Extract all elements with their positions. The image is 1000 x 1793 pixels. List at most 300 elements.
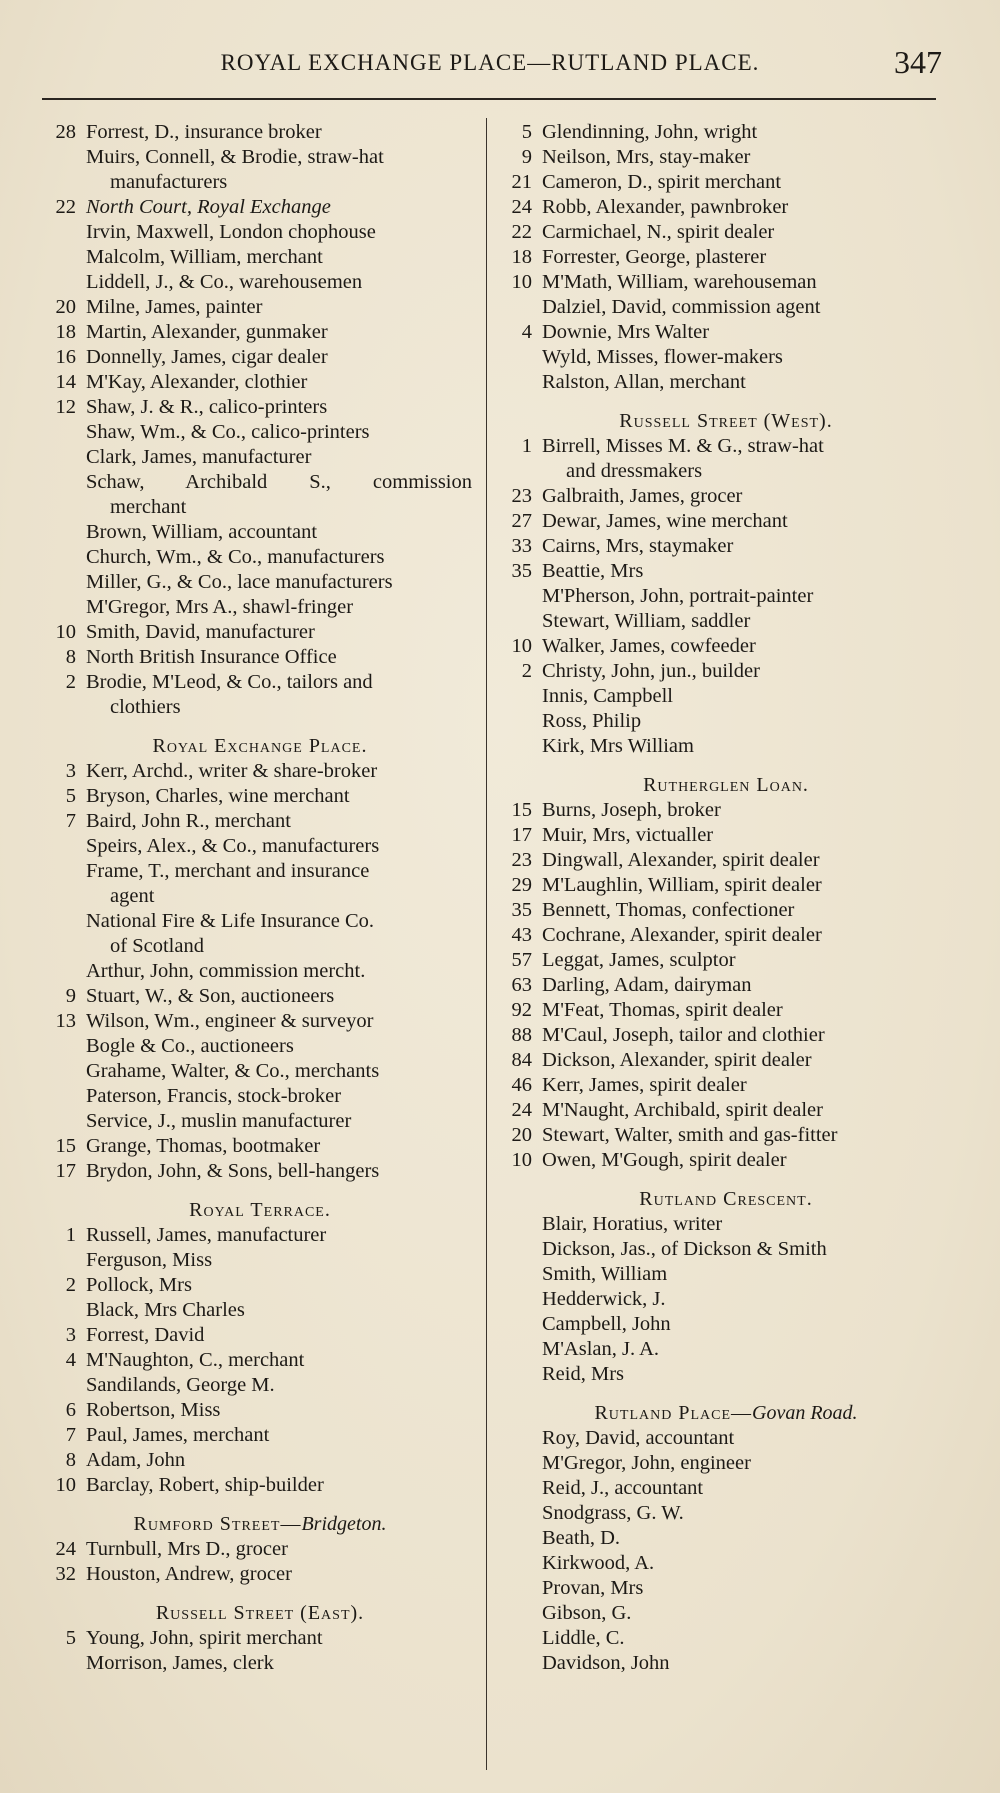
house-number: 10	[511, 635, 532, 657]
entry-text: North British Insurance Office	[86, 646, 337, 668]
directory-entry	[40, 834, 480, 859]
entry-text: Grange, Thomas, bootmaker	[86, 1135, 321, 1157]
entry-text: Darling, Adam, dairyman	[542, 974, 752, 996]
directory-entry	[40, 909, 480, 934]
entry-text: Pollock, Mrs	[86, 1274, 192, 1296]
section-heading-royal-exchange-place: Royal Exchange Place.	[152, 735, 368, 757]
entry-text: Service, J., muslin manufacturer	[86, 1110, 352, 1132]
directory-entry	[496, 120, 956, 145]
directory-entry	[496, 634, 956, 659]
directory-entry	[40, 1537, 480, 1562]
entry-text: M'Kay, Alexander, clothier	[86, 371, 308, 393]
directory-entry	[496, 434, 956, 459]
heading-locality: Govan Road.	[752, 1402, 858, 1424]
house-number: 10	[55, 621, 76, 643]
directory-entry	[496, 220, 956, 245]
house-number: 1	[65, 1224, 76, 1246]
directory-entry	[40, 595, 480, 620]
entry-text: Young, John, spirit merchant	[86, 1627, 323, 1649]
entry-text: Miller, G., & Co., lace manufacturers	[86, 571, 393, 593]
house-number: 8	[65, 646, 76, 668]
house-number: 4	[521, 321, 532, 343]
section-heading-russell-street-east: Russell Street (East).	[155, 1602, 365, 1624]
entry-text: M'Feat, Thomas, spirit dealer	[542, 999, 783, 1021]
entry-text: Paterson, Francis, stock-broker	[86, 1085, 342, 1107]
directory-entry	[40, 145, 480, 170]
directory-entry	[40, 1626, 480, 1651]
entry-text: Forrester, George, plasterer	[542, 246, 767, 268]
entry-text: Kirkwood, A.	[542, 1552, 655, 1574]
directory-entry	[40, 1398, 480, 1423]
directory-entry	[496, 1501, 956, 1526]
directory-entry	[496, 1098, 956, 1123]
directory-entry	[40, 395, 480, 420]
entry-text: M'Pherson, John, portrait-painter	[542, 585, 814, 607]
entry-text: M'Naught, Archibald, spirit dealer	[542, 1099, 823, 1121]
entry-text: of Scotland	[110, 935, 204, 957]
house-number: 5	[521, 121, 532, 143]
directory-entry	[496, 1426, 956, 1451]
house-number: 32	[55, 1563, 76, 1585]
directory-entry	[40, 959, 480, 984]
directory-entry	[40, 1373, 480, 1398]
entry-text: Shaw, J. & R., calico-printers	[86, 396, 328, 418]
entry-text: Barclay, Robert, ship-builder	[86, 1474, 324, 1496]
entry-text: Birrell, Misses M. & G., straw-hat	[542, 435, 824, 457]
house-number: 84	[511, 1049, 532, 1071]
entry-block	[496, 1212, 956, 1387]
directory-entry	[40, 1159, 480, 1184]
entry-text: Roy, David, accountant	[542, 1427, 735, 1449]
entry-text: Neilson, Mrs, stay-maker	[542, 146, 751, 168]
directory-entry	[496, 898, 956, 923]
entry-block	[496, 1426, 956, 1676]
entry-text: Houston, Andrew, grocer	[86, 1563, 292, 1585]
house-number: 88	[511, 1024, 532, 1046]
directory-entry	[496, 1626, 956, 1651]
directory-entry	[496, 1073, 956, 1098]
entry-block	[496, 434, 956, 759]
entry-text: Martin, Alexander, gunmaker	[86, 321, 328, 343]
directory-entry	[496, 1526, 956, 1551]
directory-entry	[40, 245, 480, 270]
entry-text: Russell, James, manufacturer	[86, 1224, 327, 1246]
directory-entry	[496, 659, 956, 684]
entry-text: Bryson, Charles, wine merchant	[86, 785, 350, 807]
section-heading-rutland-place	[496, 1401, 956, 1426]
entry-text: Black, Mrs Charles	[86, 1299, 245, 1321]
house-number: 10	[511, 271, 532, 293]
heading-locality: Bridgeton.	[301, 1513, 387, 1535]
house-number: 5	[65, 785, 76, 807]
directory-entry	[40, 1009, 480, 1034]
directory-entry	[40, 1134, 480, 1159]
directory-entry	[40, 1034, 480, 1059]
entry-text: agent	[110, 885, 155, 907]
directory-entry	[496, 998, 956, 1023]
entry-text: Leggat, James, sculptor	[542, 949, 736, 971]
directory-entry	[40, 195, 480, 220]
directory-entry	[496, 295, 956, 320]
directory-entry	[496, 823, 956, 848]
directory-entry	[496, 1123, 956, 1148]
column-divider	[486, 118, 487, 1770]
directory-entry	[40, 1348, 480, 1373]
entry-text: Dalziel, David, commission agent	[542, 296, 821, 318]
house-number: 24	[55, 1538, 76, 1560]
directory-entry	[40, 295, 480, 320]
house-number: 9	[521, 146, 532, 168]
house-number: 3	[65, 760, 76, 782]
entry-text: Snodgrass, G. W.	[542, 1502, 684, 1524]
directory-entry	[496, 1312, 956, 1337]
directory-entry	[496, 798, 956, 823]
entry-text: merchant	[110, 496, 187, 518]
directory-entry	[496, 873, 956, 898]
directory-entry	[496, 584, 956, 609]
section-heading-rutland-crescent: Rutland Crescent.	[639, 1188, 813, 1210]
header-rule	[42, 98, 936, 100]
directory-entry	[40, 445, 480, 470]
entry-text: Innis, Campbell	[542, 685, 673, 707]
directory-entry	[496, 1237, 956, 1262]
running-title: ROYAL EXCHANGE PLACE—RUTLAND PLACE.	[220, 50, 760, 75]
house-number: 35	[511, 560, 532, 582]
directory-entry	[40, 570, 480, 595]
entry-text: Beattie, Mrs	[542, 560, 644, 582]
entry-text: Bennett, Thomas, confectioner	[542, 899, 795, 921]
entry-text: Baird, John R., merchant	[86, 810, 291, 832]
entry-text: Ralston, Allan, merchant	[542, 371, 746, 393]
directory-entry	[496, 973, 956, 998]
entry-text: Ferguson, Miss	[86, 1249, 213, 1271]
entry-text: Sandilands, George M.	[86, 1374, 275, 1396]
directory-entry	[496, 948, 956, 973]
directory-entry	[496, 1576, 956, 1601]
directory-entry	[40, 1323, 480, 1348]
entry-text: Wyld, Misses, flower-makers	[542, 346, 783, 368]
directory-entry	[496, 1023, 956, 1048]
house-number: 13	[55, 1010, 76, 1032]
directory-entry	[40, 370, 480, 395]
directory-entry	[40, 420, 480, 445]
directory-entry	[496, 370, 956, 395]
directory-entry	[496, 559, 956, 584]
directory-entry	[496, 1262, 956, 1287]
directory-entry	[496, 1601, 956, 1626]
directory-entry	[40, 320, 480, 345]
directory-entry	[40, 495, 480, 520]
entry-text: Galbraith, James, grocer	[542, 485, 743, 507]
entry-text: M'Gregor, John, engineer	[542, 1452, 751, 1474]
directory-entry	[40, 270, 480, 295]
house-number: 3	[65, 1324, 76, 1346]
directory-entry	[40, 1084, 480, 1109]
house-number: 24	[511, 1099, 532, 1121]
directory-entry	[40, 1248, 480, 1273]
entry-text: Dewar, James, wine merchant	[542, 510, 788, 532]
entry-text: Stewart, Walter, smith and gas-fitter	[542, 1124, 838, 1146]
entry-text: Dingwall, Alexander, spirit dealer	[542, 849, 820, 871]
running-head	[40, 46, 940, 86]
directory-entry	[40, 670, 480, 695]
house-number: 18	[55, 321, 76, 343]
house-number: 10	[511, 1149, 532, 1171]
right-column	[496, 120, 956, 1676]
entry-text: M'Laughlin, William, spirit dealer	[542, 874, 822, 896]
directory-entry	[40, 934, 480, 959]
entry-text: Forrest, David	[86, 1324, 205, 1346]
directory-entry	[40, 1651, 480, 1676]
house-number: 2	[65, 671, 76, 693]
entry-block	[40, 120, 480, 720]
entry-text: M'Math, William, warehouseman	[542, 271, 817, 293]
directory-entry	[496, 170, 956, 195]
entry-text: Brown, William, accountant	[86, 521, 318, 543]
house-number: 17	[511, 824, 532, 846]
entry-text: Muirs, Connell, & Brodie, straw-hat	[86, 146, 384, 168]
directory-entry	[40, 695, 480, 720]
entry-text: Brodie, M'Leod, & Co., tailors and	[86, 671, 373, 693]
entry-text: Carmichael, N., spirit dealer	[542, 221, 775, 243]
entry-text: Cairns, Mrs, staymaker	[542, 535, 734, 557]
entry-text: Adam, John	[86, 1449, 186, 1471]
directory-entry	[40, 345, 480, 370]
entry-text: Campbell, John	[542, 1313, 671, 1335]
entry-text: Ross, Philip	[542, 710, 642, 732]
left-column	[40, 120, 480, 1676]
entry-text: Reid, J., accountant	[542, 1477, 704, 1499]
house-number: 14	[55, 371, 76, 393]
entry-text: Liddell, J., & Co., warehousemen	[86, 271, 363, 293]
directory-entry	[496, 145, 956, 170]
entry-text: Muir, Mrs, victualler	[542, 824, 714, 846]
house-number: 6	[65, 1399, 76, 1421]
house-number: 20	[511, 1124, 532, 1146]
house-number: 20	[55, 296, 76, 318]
house-number: 5	[65, 1627, 76, 1649]
directory-entry	[496, 509, 956, 534]
directory-entry	[496, 1551, 956, 1576]
directory-entry	[40, 545, 480, 570]
house-number: 46	[511, 1074, 532, 1096]
directory-entry	[496, 734, 956, 759]
directory-entry	[496, 270, 956, 295]
entry-text: Burns, Joseph, broker	[542, 799, 721, 821]
directory-entry	[496, 1476, 956, 1501]
entry-text: Stewart, William, saddler	[542, 610, 751, 632]
section-heading-rutherglen-loan: Rutherglen Loan.	[643, 774, 809, 796]
entry-text: Milne, James, painter	[86, 296, 263, 318]
directory-entry	[496, 320, 956, 345]
directory-entry	[40, 1562, 480, 1587]
entry-block	[40, 1626, 480, 1676]
directory-entry	[40, 645, 480, 670]
house-number: 23	[511, 849, 532, 871]
entry-text: Schaw, Archibald S., commission	[86, 471, 472, 493]
entry-text: Irvin, Maxwell, London chophouse	[86, 221, 376, 243]
entry-text: Kerr, Archd., writer & share-broker	[86, 760, 378, 782]
directory-entry	[40, 220, 480, 245]
house-number: 7	[65, 810, 76, 832]
directory-entry	[496, 1651, 956, 1676]
directory-entry	[40, 470, 480, 495]
house-number: 9	[65, 985, 76, 1007]
entry-block	[496, 798, 956, 1173]
directory-entry	[40, 759, 480, 784]
directory-entry	[496, 1287, 956, 1312]
house-number: 15	[511, 799, 532, 821]
entry-text: North Court, Royal Exchange	[86, 196, 331, 218]
entry-text: Christy, John, jun., builder	[542, 660, 760, 682]
house-number: 24	[511, 196, 532, 218]
entry-text: Clark, James, manufacturer	[86, 446, 312, 468]
house-number: 1	[521, 435, 532, 457]
house-number: 23	[511, 485, 532, 507]
entry-text: Church, Wm., & Co., manufacturers	[86, 546, 385, 568]
directory-entry	[40, 809, 480, 834]
entry-text: Provan, Mrs	[542, 1577, 644, 1599]
house-number: 4	[65, 1349, 76, 1371]
entry-text: Gibson, G.	[542, 1602, 632, 1624]
entry-text: Owen, M'Gough, spirit dealer	[542, 1149, 787, 1171]
house-number: 2	[65, 1274, 76, 1296]
entry-text: M'Aslan, J. A.	[542, 1338, 660, 1360]
house-number: 12	[55, 396, 76, 418]
directory-entry	[496, 245, 956, 270]
entry-text: Dickson, Alexander, spirit dealer	[542, 1049, 812, 1071]
directory-entry	[496, 1212, 956, 1237]
entry-text: Cochrane, Alexander, spirit dealer	[542, 924, 822, 946]
entry-text: Morrison, James, clerk	[86, 1652, 274, 1674]
entry-text: Beath, D.	[542, 1527, 620, 1549]
directory-entry	[40, 620, 480, 645]
entry-text: Reid, Mrs	[542, 1363, 624, 1385]
entry-text: Smith, David, manufacturer	[86, 621, 315, 643]
entry-text: Hedderwick, J.	[542, 1288, 666, 1310]
entry-text: Downie, Mrs Walter	[542, 321, 710, 343]
section-heading-royal-terrace: Royal Terrace.	[189, 1199, 331, 1221]
entry-text: Davidson, John	[542, 1652, 670, 1674]
directory-entry	[40, 984, 480, 1009]
directory-entry	[40, 1423, 480, 1448]
directory-entry	[496, 534, 956, 559]
house-number: 17	[55, 1160, 76, 1182]
directory-entry	[496, 709, 956, 734]
entry-block	[40, 759, 480, 1184]
directory-entry	[496, 848, 956, 873]
directory-entry	[40, 1059, 480, 1084]
directory-entry	[40, 1298, 480, 1323]
entry-text: manufacturers	[110, 171, 228, 193]
house-number: 2	[521, 660, 532, 682]
entry-text: Cameron, D., spirit merchant	[542, 171, 782, 193]
directory-entry	[496, 195, 956, 220]
house-number: 63	[511, 974, 532, 996]
entry-text: M'Gregor, Mrs A., shawl-fringer	[86, 596, 354, 618]
entry-text: Brydon, John, & Sons, bell-hangers	[86, 1160, 380, 1182]
house-number: 22	[511, 221, 532, 243]
house-number: 15	[55, 1135, 76, 1157]
house-number: 7	[65, 1424, 76, 1446]
directory-entry	[496, 345, 956, 370]
directory-entry	[40, 1473, 480, 1498]
directory-entry	[496, 459, 956, 484]
entry-text: National Fire & Life Insurance Co.	[86, 910, 375, 932]
directory-entry	[496, 1362, 956, 1387]
house-number: 35	[511, 899, 532, 921]
directory-entry	[496, 1148, 956, 1173]
entry-text: Shaw, Wm., & Co., calico-printers	[86, 421, 370, 443]
entry-text: Bogle & Co., auctioneers	[86, 1035, 294, 1057]
house-number: 22	[55, 196, 76, 218]
entry-block	[40, 1223, 480, 1498]
house-number: 29	[511, 874, 532, 896]
directory-entry	[40, 1223, 480, 1248]
house-number: 8	[65, 1449, 76, 1471]
entry-text: Paul, James, merchant	[86, 1424, 270, 1446]
house-number: 16	[55, 346, 76, 368]
entry-text: Kerr, James, spirit dealer	[542, 1074, 747, 1096]
entry-text: Dickson, Jas., of Dickson & Smith	[542, 1238, 827, 1260]
house-number: 43	[511, 924, 532, 946]
directory-entry	[40, 1273, 480, 1298]
house-number: 10	[55, 1474, 76, 1496]
directory-entry	[40, 859, 480, 884]
entry-text: Stuart, W., & Son, auctioneers	[86, 985, 335, 1007]
entry-text: Kirk, Mrs William	[542, 735, 694, 757]
entry-text: M'Caul, Joseph, tailor and clothier	[542, 1024, 825, 1046]
directory-entry	[496, 1337, 956, 1362]
section-heading-russell-street-west: Russell Street (West).	[619, 410, 833, 432]
page-number: 347	[894, 44, 942, 80]
entry-text: Arthur, John, commission mercht.	[86, 960, 366, 982]
entry-text: Walker, James, cowfeeder	[542, 635, 756, 657]
entry-text: Speirs, Alex., & Co., manufacturers	[86, 835, 380, 857]
entry-text: Liddle, C.	[542, 1627, 625, 1649]
entry-text: Frame, T., merchant and insurance	[86, 860, 370, 882]
directory-entry	[496, 1451, 956, 1476]
entry-block	[40, 1537, 480, 1587]
entry-text: Grahame, Walter, & Co., merchants	[86, 1060, 380, 1082]
house-number: 27	[511, 510, 532, 532]
house-number: 57	[511, 949, 532, 971]
entry-text: and dressmakers	[566, 460, 703, 482]
heading-street-name: Rumford Street—	[133, 1513, 302, 1535]
directory-entry	[496, 684, 956, 709]
entry-block	[496, 120, 956, 395]
section-heading-rumford-street	[40, 1512, 480, 1537]
directory-entry	[40, 1109, 480, 1134]
directory-entry	[496, 923, 956, 948]
entry-text: clothiers	[110, 696, 181, 718]
directory-entry	[40, 520, 480, 545]
entry-text: Robertson, Miss	[86, 1399, 221, 1421]
directory-entry	[40, 784, 480, 809]
entry-text: Forrest, D., insurance broker	[86, 121, 322, 143]
entry-text: Robb, Alexander, pawnbroker	[542, 196, 789, 218]
entry-text: Turnbull, Mrs D., grocer	[86, 1538, 288, 1560]
house-number: 28	[55, 121, 76, 143]
house-number: 21	[511, 171, 532, 193]
directory-entry	[40, 170, 480, 195]
entry-text: M'Naughton, C., merchant	[86, 1349, 305, 1371]
directory-entry	[496, 609, 956, 634]
heading-street-name: Rutland Place—	[594, 1402, 752, 1424]
entry-text: Donnelly, James, cigar dealer	[86, 346, 328, 368]
directory-entry	[40, 1448, 480, 1473]
house-number: 92	[511, 999, 532, 1021]
